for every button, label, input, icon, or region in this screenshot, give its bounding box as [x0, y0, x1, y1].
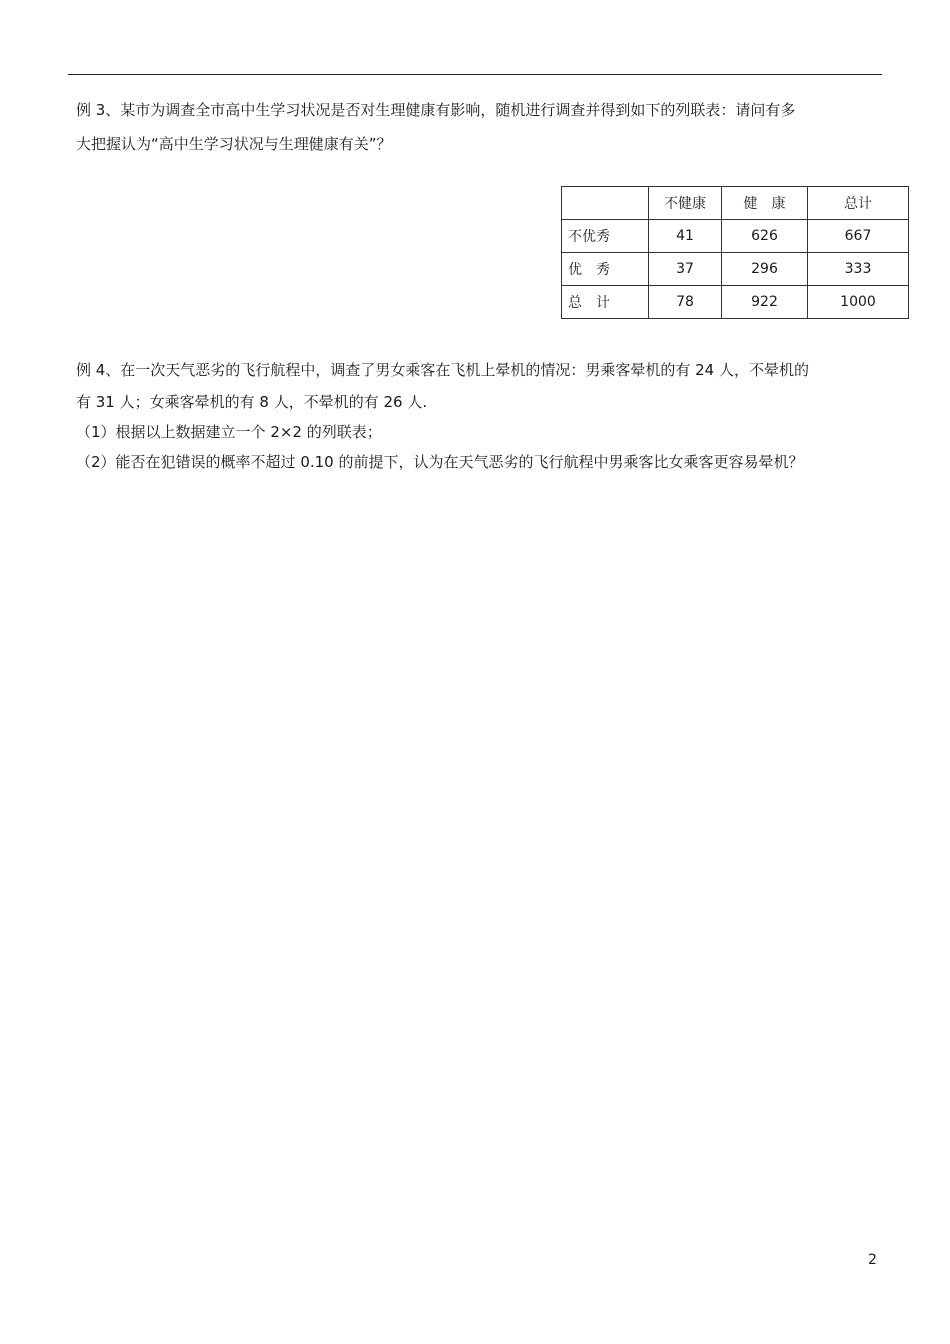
table-cell: 626	[722, 220, 808, 253]
table-cell: 333	[808, 253, 909, 286]
contingency-table	[561, 186, 909, 319]
table-header-cell: 不健康	[649, 187, 722, 220]
table-row	[562, 220, 909, 253]
table-header-cell: 总计	[808, 187, 909, 220]
table-row	[562, 286, 909, 319]
example-3-text	[76, 93, 896, 161]
example-4-text	[76, 353, 896, 477]
example-4-line-1: 例 4、在一次天气恶劣的飞行航程中，调查了男女乘客在飞机上晕机的情况：男乘客晕机的有 24 人，不晕机的	[76, 361, 809, 379]
table-cell: 296	[722, 253, 808, 286]
example-4-question-2: （2）能否在犯错误的概率不超过 0.10 的前提下，认为在天气恶劣的飞行航程中男乘客比女乘客更容易晕机？	[76, 453, 804, 471]
table-row-label: 优 秀	[562, 253, 649, 286]
table-cell: 667	[808, 220, 909, 253]
table-row-label: 总 计	[562, 286, 649, 319]
table-header-cell	[562, 187, 649, 220]
table-cell: 37	[649, 253, 722, 286]
example-3-line-1: 例 3、某市为调查全市高中生学习状况是否对生理健康有影响，随机进行调查并得到如下的列联表：请问有多	[76, 101, 796, 119]
header-rule	[68, 74, 882, 75]
example-4-question-1: （1）根据以上数据建立一个 2×2 的列联表；	[76, 423, 382, 441]
table-cell: 78	[649, 286, 722, 319]
example-4-line-2: 有 31 人；女乘客晕机的有 8 人，不晕机的有 26 人.	[76, 393, 428, 411]
table-cell: 922	[722, 286, 808, 319]
table-row-label: 不优秀	[562, 220, 649, 253]
table-header-cell: 健 康	[722, 187, 808, 220]
table-cell: 1000	[808, 286, 909, 319]
example-3-line-2: 大把握认为“高中生学习状况与生理健康有关”？	[76, 135, 392, 153]
page-number: 2	[868, 1252, 877, 1268]
table-row	[562, 253, 909, 286]
table-cell: 41	[649, 220, 722, 253]
table-header-row	[562, 187, 909, 220]
